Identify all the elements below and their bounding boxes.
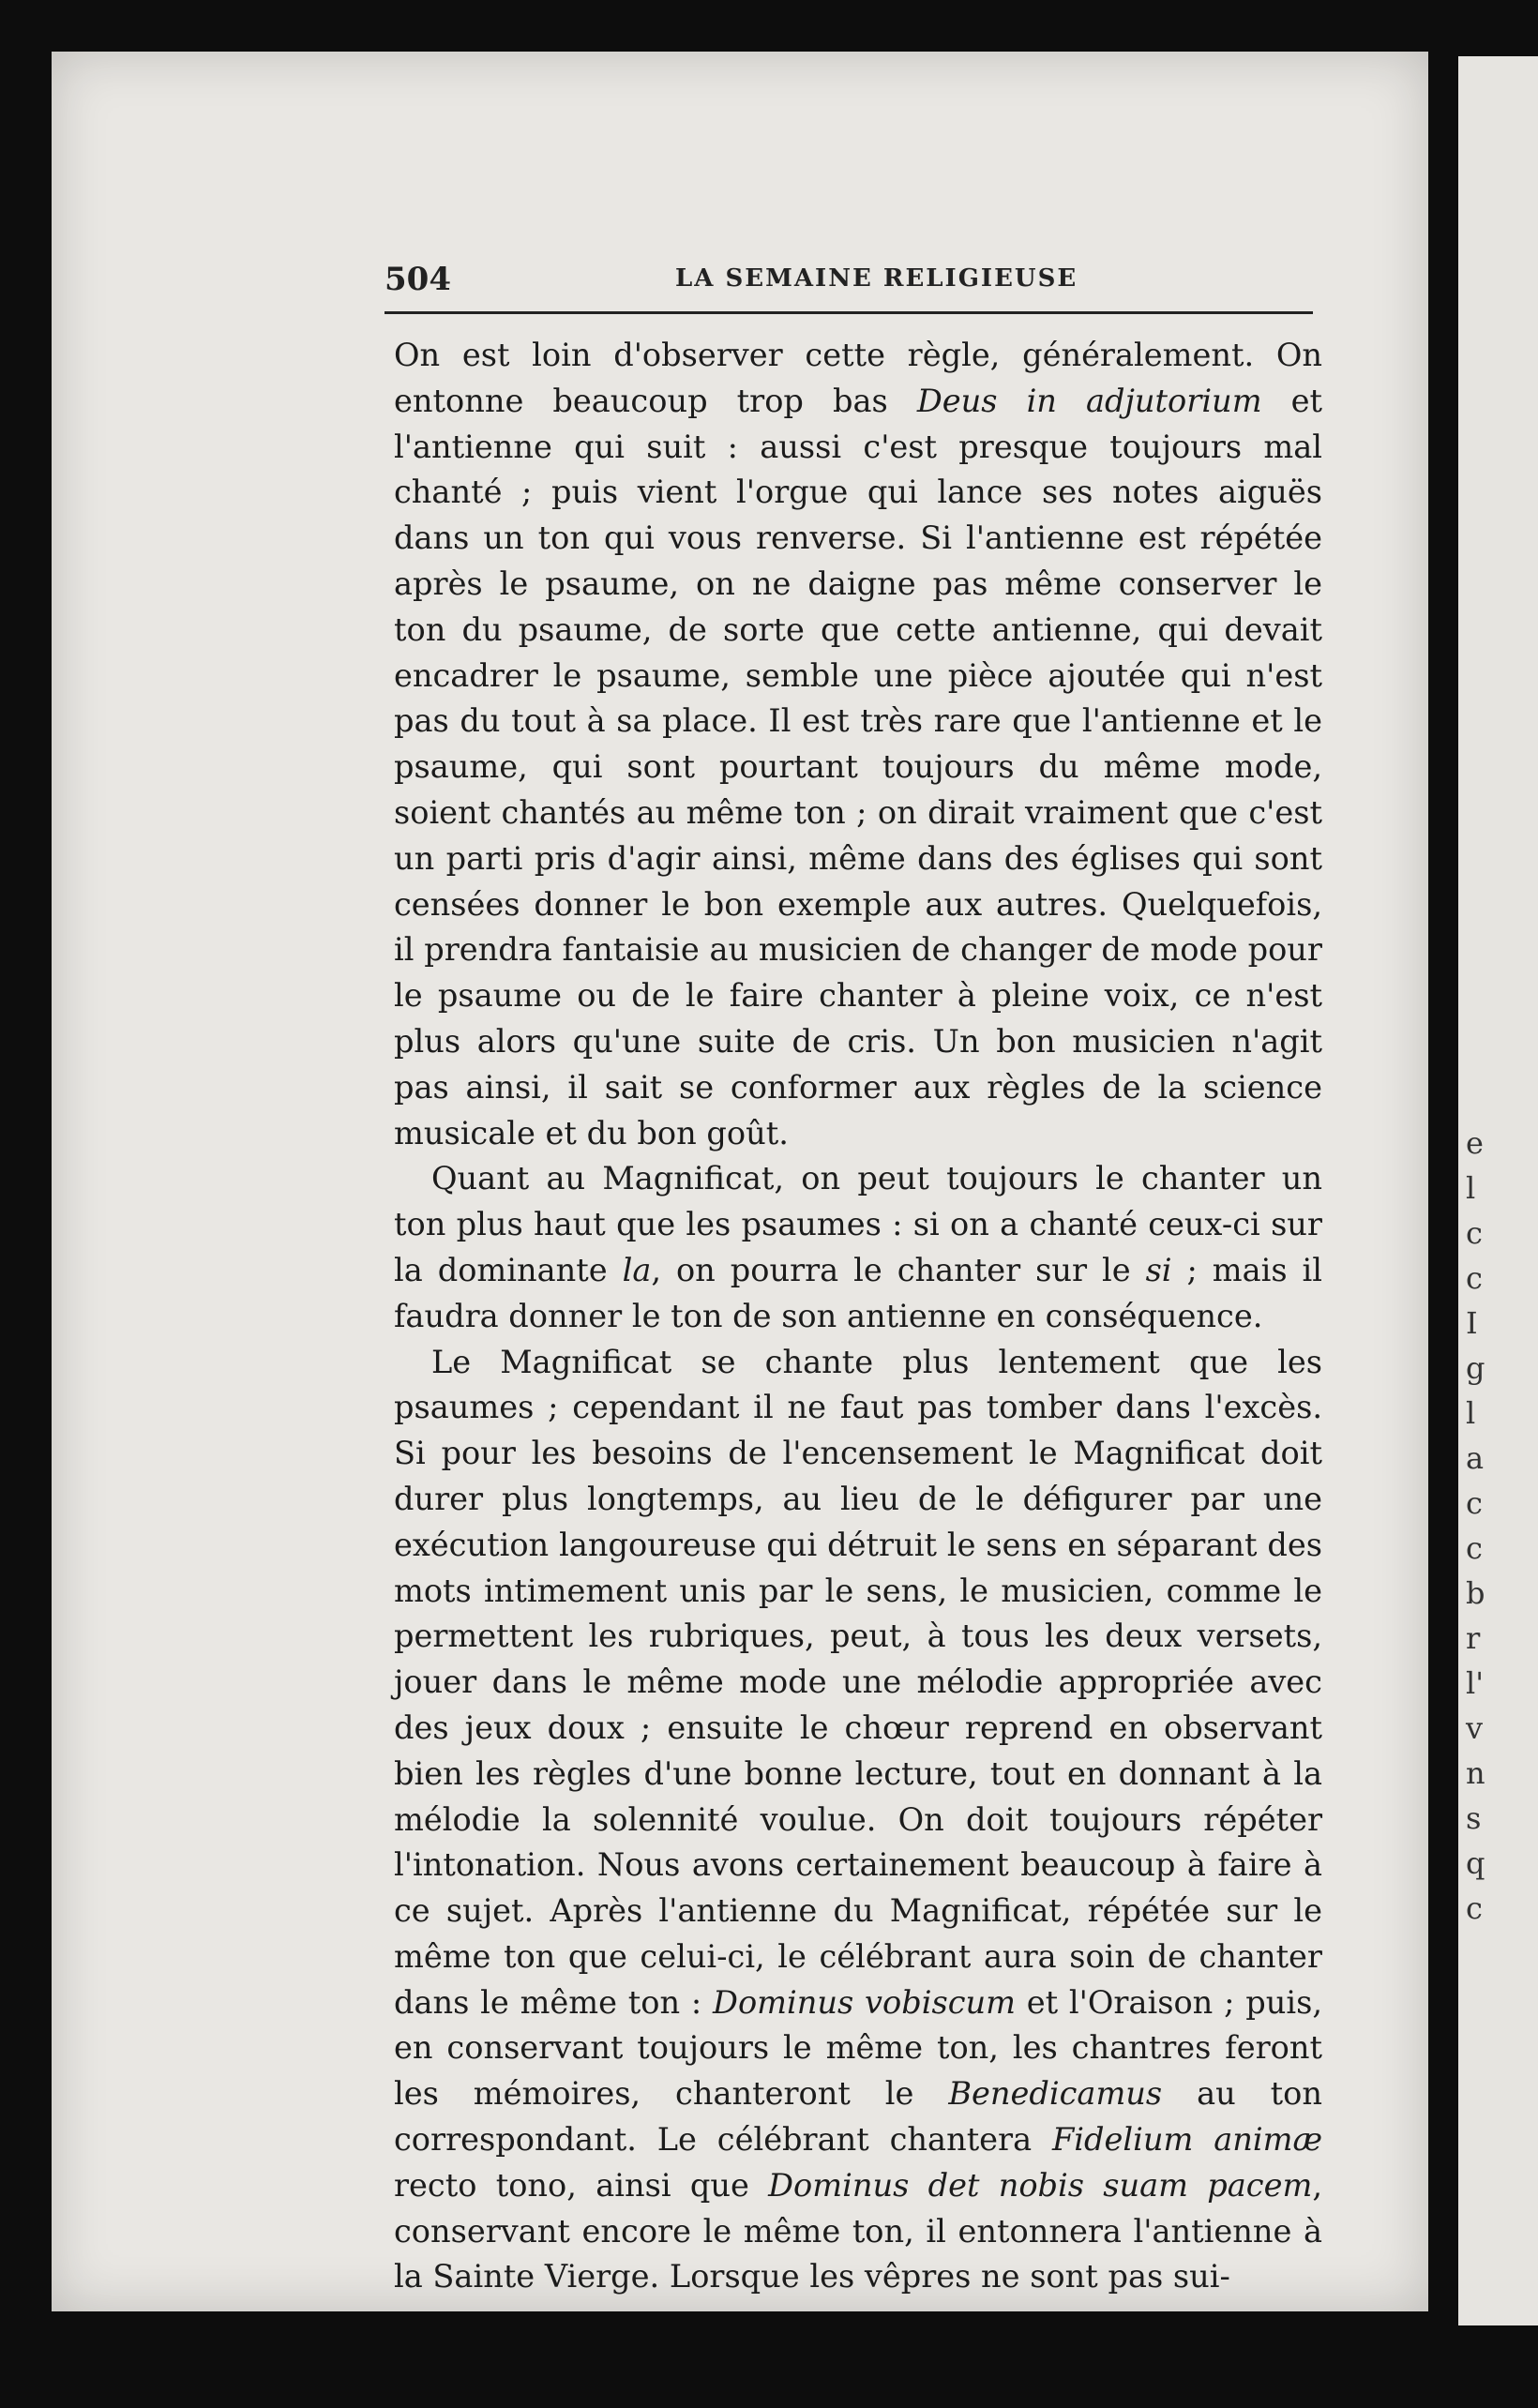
header-rule [384,311,1313,314]
page-header [384,261,1313,317]
adjacent-page-fragment: c [1466,1890,1483,1926]
adjacent-page-fragment: l [1466,1170,1476,1206]
italic-run: Benedicamus [948,2075,1163,2113]
text-run: , on pourra le chanter sur le [651,1251,1146,1288]
italic-run: Fidelium animæ [1052,2121,1323,2159]
page-number: 504 [384,261,451,298]
italic-run: Deus in adjutorium [916,382,1262,419]
italic-run: Dominus det nobis suam pacem [768,2166,1313,2204]
paragraph [394,333,1322,1156]
adjacent-page-fragment: q [1466,1845,1485,1881]
text-run: Quant au Magnificat, on peut toujours le chanter un ton plus haut que les psaumes : si on a chanté ceux-ci sur la dominante [394,1160,1322,1288]
running-title: LA SEMAINE RELIGIEUSE [675,264,1078,293]
body-text [394,333,1322,2300]
adjacent-page-fragment: c [1466,1260,1483,1296]
adjacent-page-fragment: r [1466,1620,1481,1656]
paragraph [394,1156,1322,1339]
adjacent-page-fragment: g [1466,1350,1485,1386]
adjacent-page-fragment: s [1466,1800,1482,1836]
adjacent-page-fragment: e [1466,1125,1484,1161]
adjacent-page-fragment: l' [1466,1665,1485,1701]
italic-run: la [622,1251,652,1288]
adjacent-page-fragment: a [1466,1440,1485,1476]
adjacent-page-edge [1458,56,1538,2325]
text-run: et l'Oraison ; puis, en conservant toujours le même ton, les chantres feront les mémoires, chanteront le [394,1983,1322,2113]
adjacent-page-fragment: c [1466,1530,1483,1566]
adjacent-page-fragment: c [1466,1485,1483,1521]
italic-run: Dominus vobiscum [713,1983,1016,2021]
adjacent-page-fragment: l [1466,1395,1476,1431]
text-run: ; mais il faudra donner le ton de son antienne en conséquence. [394,1251,1323,1334]
text-run: au ton correspondant. Le célébrant chantera [394,2075,1322,2159]
adjacent-page-fragment: n [1466,1755,1485,1791]
paragraph [394,1340,1322,2301]
text-run: Le Magnificat se chante plus lentement que les psaumes ; cependant il ne faut pas tomber dans l'excès. Si pour les besoins de l'encensement le Magnificat doit durer plus longtemps, au lieu de le défigurer par une exécution langoureuse qui détruit le sens en séparant des mots intimement unis par le sens, le musicien, comme le permettent les rubriques, peut, à tous les deux versets, jouer dans le même mode une mélodie appropriée avec des jeux doux ; ensuite le chœur reprend en observant bien les règles d'une bonne lecture, tout en donnant à la mélodie la solennité voulue. On doit toujours répéter l'intonation. Nous avons certainement beaucoup à faire à ce sujet. Après l'antienne du Magnificat, répétée sur le même ton que celui-ci, le célébrant aura soin de chanter dans le même ton : [394,1343,1322,2021]
adjacent-page-fragment: I [1466,1305,1478,1341]
text-run: recto tono, ainsi que [394,2166,769,2204]
adjacent-page-fragment: b [1466,1575,1485,1611]
adjacent-page-fragment: c [1466,1215,1483,1251]
text-run: , conservant encore le même ton, il entonnera l'antienne à la Sainte Vierge. Lorsque les vêpres ne sont pas sui- [394,2166,1323,2295]
italic-run: si [1145,1251,1172,1288]
text-run: et l'antienne qui suit : aussi c'est presque toujours mal chanté ; puis vient l'orgue qui lance ses notes aiguës dans un ton qui vous renverse. Si l'antienne est répétée après le psaume, on ne daigne pas même conserver le ton du psaume, de sorte que cette antienne, qui devait encadrer le psaume, semble une pièce ajoutée qui n'est pas du tout à sa place. Il est très rare que l'antienne et le psaume, qui sont pourtant toujours du même mode, soient chantés au même ton ; on dirait vraiment que c'est un parti pris d'agir ainsi, même dans des églises qui sont censées donner le bon exemple aux autres. Quelquefois, il prendra fantaisie au musicien de changer de mode pour le psaume ou de le faire chanter à pleine voix, ce n'est plus alors qu'une suite de cris. Un bon musicien n'agit pas ainsi, il sait se conformer aux règles de la science musicale et du bon goût. [394,382,1322,1151]
text-run: On est loin d'observer cette règle, généralement. On entonne beaucoup trop bas [394,337,1322,419]
adjacent-page-fragment: v [1466,1710,1484,1746]
